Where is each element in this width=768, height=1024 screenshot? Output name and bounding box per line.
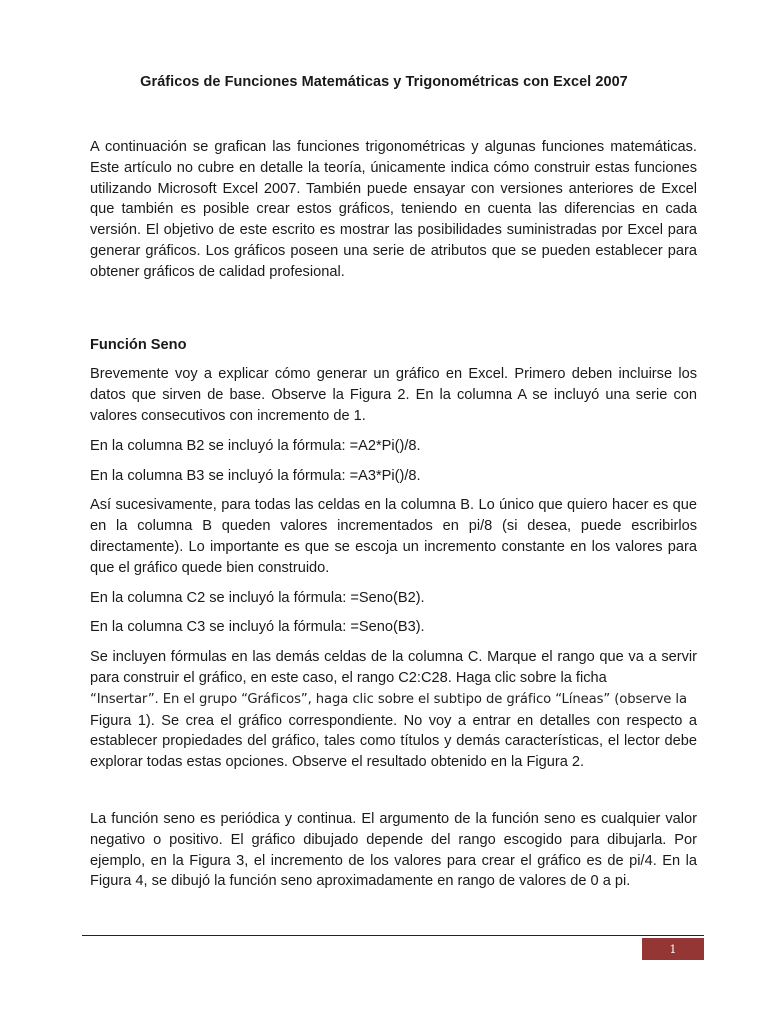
section-heading: Función Seno [90, 336, 187, 353]
footer-rule [82, 935, 704, 936]
document-title: Gráficos de Funciones Matemáticas y Trigonométricas con Excel 2007 [140, 74, 628, 90]
paragraph-6: En la columna C3 se incluyó la fórmula: =Seno(B3). [90, 619, 425, 636]
paragraph-7 [90, 647, 697, 773]
paragraph-2: En la columna B2 se incluyó la fórmula: =A2*Pi()/8. [90, 437, 421, 454]
paragraph-5: En la columna C2 se incluyó la fórmula: =Seno(B2). [90, 589, 425, 606]
page-number-badge: 1 [642, 938, 704, 960]
document-body [90, 137, 697, 892]
intro-paragraph: A continuación se grafican las funciones trigonométricas y algunas funciones matemáticas. Este artículo no cubre en detalle la teoría, únicamente indica cómo construir estas funciones utilizando Microsoft Excel 2007. También puede ensayar con versiones anteriores de Excel que también es posible crear estos gráficos, teniendo en cuenta las diferencias en cada versión. El objetivo de este escrito es mostrar las posibilidades suministradas por Excel para generar gráficos. Los gráficos poseen una serie de atributos que se pueden establecer para obtener gráficos de calidad profesional. [90, 139, 697, 280]
paragraph-3: En la columna B3 se incluyó la fórmula: =A3*Pi()/8. [90, 467, 421, 484]
paragraph-8: La función seno es periódica y continua. El argumento de la función seno es cualquier valor negativo o positivo. El gráfico dibujado depende del rango escogido para dibujarla. Por ejemplo, en la Figura 3, el incremento de los valores para crear el gráfico es de pi/4. En la Figura 4, se dibujó la función seno aproximadamente en rango de valores de 0 a pi. [90, 810, 697, 890]
paragraph-7-part-c: Figura 1). Se crea el gráfico correspondiente. No voy a entrar en detalles con respecto a establecer propiedades del gráfico, tales como títulos y demás características, el lector debe explorar todas estas opciones. Observe el resultado obtenido en la Figura 2. [90, 712, 697, 771]
paragraph-7-part-b: “Insertar”. En el grupo “Gráficos”, haga clic sobre el subtipo de gráfico “Líneas” (observe la [90, 691, 687, 707]
paragraph-4: Así sucesivamente, para todas las celdas en la columna B. Lo único que quiero hacer es que en la columna B queden valores incrementados en pi/8 (si desea, puede escribirlos directamente). Lo importante es que se escoja un incremento constante en los valores para que el gráfico quede bien construido. [90, 497, 697, 576]
spacer [90, 283, 697, 319]
paragraph-1: Brevemente voy a explicar cómo generar un gráfico en Excel. Primero deben incluirse los datos que sirven de base. Observe la Figura 2. En la columna A se incluyó una serie con valores consecutivos con incremento de 1. [90, 366, 697, 424]
paragraph-7-part-a: Se incluyen fórmulas en las demás celdas de la columna C. Marque el rango que va a servir para construir el gráfico, en este caso, el rango C2:C28. Haga clic sobre la ficha [90, 649, 697, 686]
